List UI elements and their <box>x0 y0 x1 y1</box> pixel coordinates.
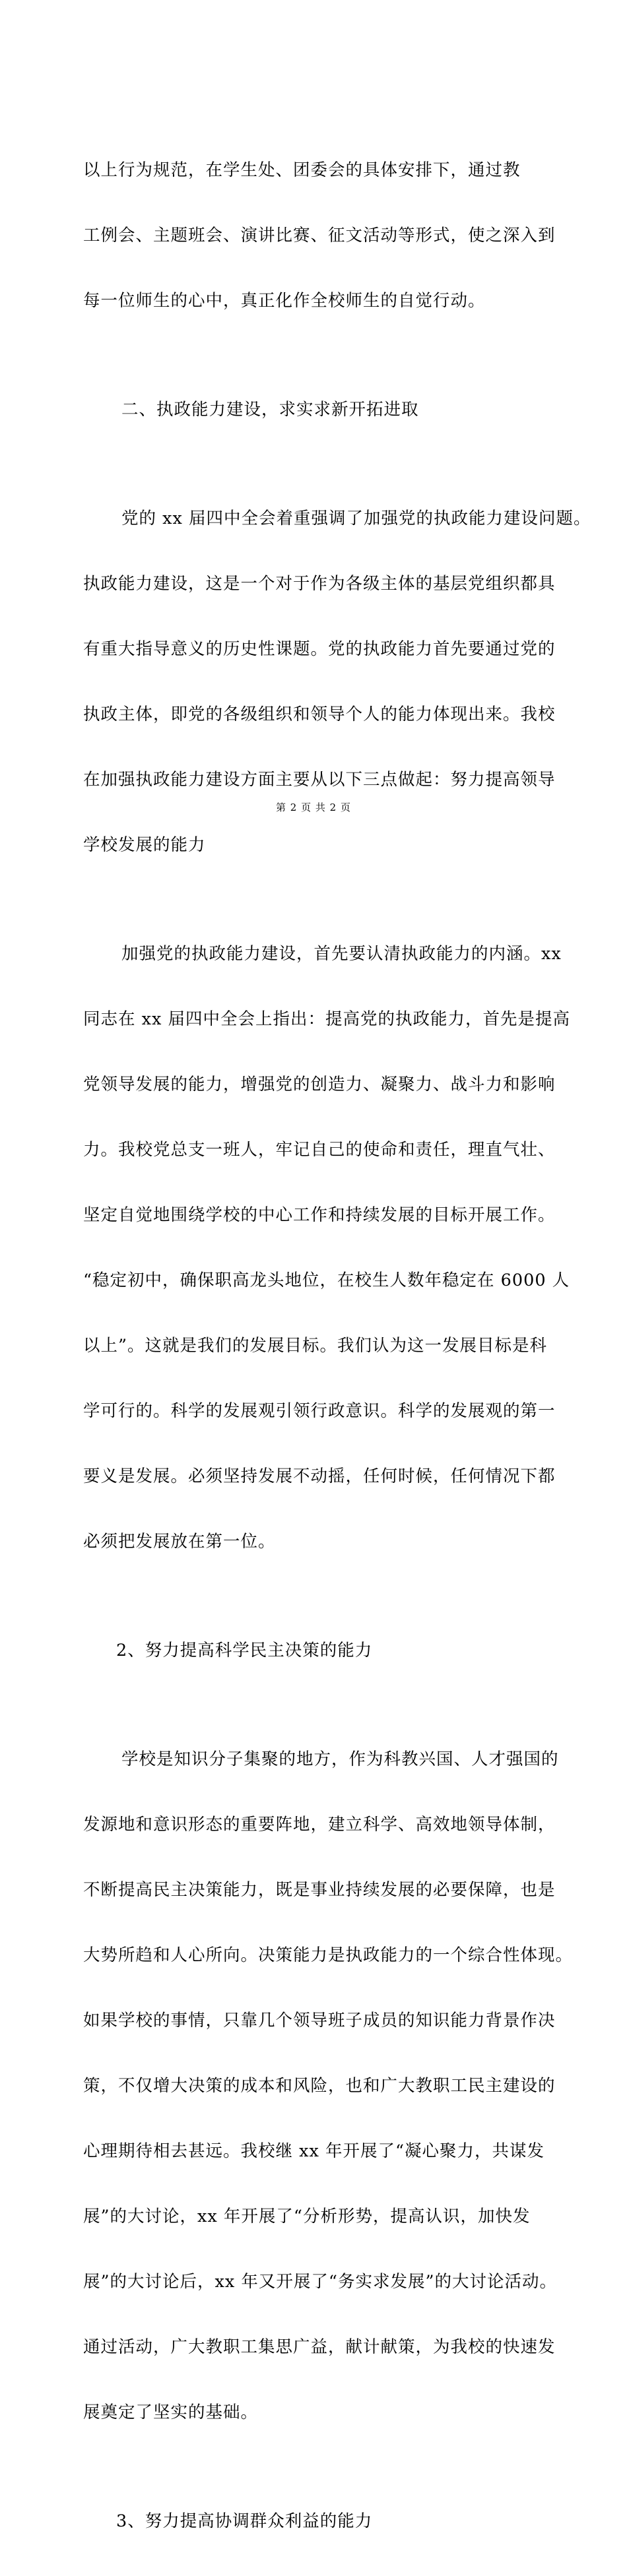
text-line: 在加强执政能力建设方面主要从以下三点做起：努力提高领导 <box>83 770 556 790</box>
text-line: “稳定初中，确保职高龙头地位，在校生人数年稳定在 6000 人 <box>83 1271 570 1290</box>
text-line: 心理期待相去甚远。我校继 xx 年开展了“凝心聚力，共谋发 <box>83 2141 545 2161</box>
text-line: 力。我校党总支一班人，牢记自己的使命和责任，理直气壮、 <box>83 1140 556 1160</box>
text-line: 以上行为规范，在学生处、团委会的具体安排下，通过教 <box>83 160 521 180</box>
section-heading-7 <box>83 2467 560 2576</box>
text-line: 每一位师生的心中，真正化作全校师生的自觉行动。 <box>83 291 486 311</box>
text-line: 执政能力建设，这是一个对于作为各级主体的基层党组织都具 <box>83 574 556 594</box>
paragraph-1 <box>83 116 560 356</box>
text-line: 如果学校的事情，只靠几个领导班子成员的知识能力背景作决 <box>83 2011 556 2030</box>
text-line: 要义是发展。必须坚持发展不动摇，任何时候，任何情况下都 <box>83 1466 556 1486</box>
text-line: 以上”。这就是我们的发展目标。我们认为这一发展目标是科 <box>83 1336 548 1356</box>
text-line: 不断提高民主决策能力，既是事业持续发展的必要保障，也是 <box>83 1880 556 1900</box>
text-line: 展”的大讨论，xx 年开展了“分析形势，提高认识，加快发 <box>83 2207 531 2226</box>
heading-line: 2、努力提高科学民主决策的能力 <box>116 1641 373 1660</box>
text-line: 必须把发展放在第一位。 <box>83 1532 276 1552</box>
text-line: 展奠定了坚实的基础。 <box>83 2403 259 2422</box>
text-line: 加强党的执政能力建设，首先要认清执政能力的内涵。xx <box>121 944 562 964</box>
text-line: 学校是知识分子集聚的地方，作为科教兴国、人才强国的 <box>121 1749 559 1769</box>
text-line: 党领导发展的能力，增强党的创造力、凝聚力、战斗力和影响 <box>83 1075 556 1094</box>
text-line: 策，不仅增大决策的成本和风险，也和广大教职工民主建设的 <box>83 2076 556 2096</box>
paragraph-3 <box>83 464 591 900</box>
page-number: 第 2 页 共 2 页 <box>276 801 351 813</box>
text-line: 通过活动，广大教职工集思广益，献计献策，为我校的快速发 <box>83 2337 556 2357</box>
text-line: 同志在 xx 届四中全会上指出：提高党的执政能力，首先是提高 <box>83 1009 570 1029</box>
paragraph-4 <box>83 900 570 1596</box>
text-line: 学校发展的能力 <box>83 835 206 855</box>
text-line: 有重大指导意义的历史性课题。党的执政能力首先要通过党的 <box>83 639 556 659</box>
section-heading-2 <box>83 356 560 464</box>
text-line: 执政主体，即党的各级组织和领导个人的能力体现出来。我校 <box>83 705 556 724</box>
text-line: 大势所趋和人心所向。决策能力是执政能力的一个综合性体现。 <box>83 1945 574 1965</box>
page-footer <box>0 801 627 814</box>
paragraph-6 <box>83 1705 574 2467</box>
text-line: 学可行的。科学的发展观引领行政意识。科学的发展观的第一 <box>83 1401 556 1421</box>
text-line: 工例会、主题班会、演讲比赛、征文活动等形式，使之深入到 <box>83 226 556 245</box>
text-line: 展”的大讨论后，xx 年又开展了“务实求发展”的大讨论活动。 <box>83 2272 557 2292</box>
text-line: 坚定自觉地围绕学校的中心工作和持续发展的目标开展工作。 <box>83 1205 556 1225</box>
heading-line: 3、努力提高协调群众利益的能力 <box>116 2511 373 2531</box>
document-body <box>83 116 591 2576</box>
text-line: 党的 xx 届四中全会着重强调了加强党的执政能力建设问题。 <box>121 509 591 528</box>
section-heading-5 <box>83 1596 560 1705</box>
text-line: 发源地和意识形态的重要阵地，建立科学、高效地领导体制， <box>83 1815 556 1835</box>
heading-line: 二、执政能力建设，求实求新开拓进取 <box>121 400 419 420</box>
